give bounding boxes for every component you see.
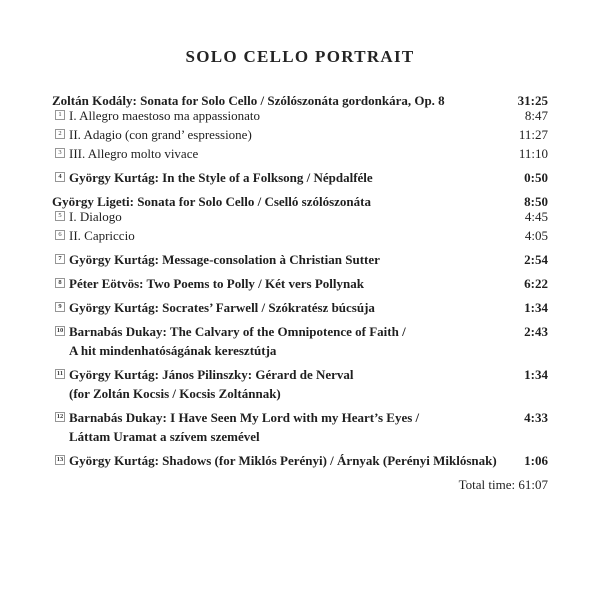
track-row: [52, 106, 548, 125]
track-row: [52, 365, 548, 403]
track-title: [69, 298, 516, 317]
track-number-badge: 6: [55, 230, 65, 240]
track-number-badge: 2: [55, 129, 65, 139]
track-title-line: Barnabás Dukay: I Have Seen My Lord with my Heart’s Eyes /: [69, 410, 420, 425]
track-duration: 8:50: [524, 194, 548, 209]
track-title: [69, 144, 511, 163]
total-time-row: [52, 475, 548, 494]
album-title: SOLO CELLO PORTRAIT: [185, 47, 415, 66]
track-number-badge: 3: [55, 148, 65, 158]
track-title-line: György Kurtág: Message-consolation à Christian Sutter: [69, 252, 380, 267]
track-title-line: Zoltán Kodály: Sonata for Solo Cello / Szólószonáta gordonkára, Op. 8: [52, 93, 445, 108]
track-duration: 8:47: [524, 108, 548, 123]
track-duration: 0:50: [524, 170, 548, 185]
track-row: [52, 207, 548, 226]
track-title-line: György Kurtág: In the Style of a Folksong / Népdalféle: [69, 170, 373, 185]
track-title-line: III. Allegro molto vivace: [69, 146, 199, 161]
track-duration: 1:34: [524, 300, 548, 315]
track-number-badge: 4: [55, 172, 65, 182]
track-duration: 11:10: [518, 146, 548, 161]
tracklist: [52, 91, 548, 494]
track-title-line: Péter Eötvös: Two Poems to Polly / Két vers Pollynak: [69, 276, 364, 291]
track-number-badge: 12: [56, 413, 64, 420]
track-title-line: II. Adagio (con grand’ espressione): [69, 127, 252, 142]
track-title-line: I. Allegro maestoso ma appassionato: [69, 108, 260, 123]
track-title-line: I. Dialogo: [69, 209, 122, 224]
track-row: [52, 451, 548, 470]
total-time-label: Total time:: [458, 477, 516, 492]
track-title: [69, 168, 516, 187]
track-duration: 1:34: [524, 367, 548, 382]
track-number-badge: 8: [55, 278, 65, 288]
track-number-badge: 7: [55, 254, 65, 264]
track-duration: 1:06: [524, 453, 548, 468]
track-duration: 4:05: [524, 228, 548, 243]
track-title-line: A hit mindenhatóságának keresztútja: [69, 343, 277, 358]
track-row: [52, 125, 548, 144]
track-row: [52, 274, 548, 293]
track-title: [69, 274, 516, 293]
track-title-line: II. Capriccio: [69, 228, 135, 243]
track-title: [69, 226, 517, 245]
track-row: [52, 144, 548, 163]
track-row: [52, 322, 548, 360]
track-number-badge: 10: [56, 327, 64, 334]
track-number-badge: 1: [55, 110, 65, 120]
track-duration: 4:33: [524, 410, 548, 425]
track-number-badge: 11: [56, 370, 64, 377]
track-title-line: (for Zoltán Kocsis / Kocsis Zoltánnak): [69, 386, 281, 401]
track-duration: 4:45: [524, 209, 548, 224]
track-row: [52, 226, 548, 245]
track-title-line: Barnabás Dukay: The Calvary of the Omnipotence of Faith /: [69, 324, 406, 339]
track-row: [52, 250, 548, 269]
track-title: [69, 250, 516, 269]
track-title-line: Láttam Uramat a szívem szemével: [69, 429, 260, 444]
total-time-value: 61:07: [518, 477, 548, 492]
track-title: [69, 408, 516, 446]
track-title-line: György Ligeti: Sonata for Solo Cello / Cselló szólószonáta: [52, 194, 371, 209]
track-duration: 6:22: [524, 276, 548, 291]
track-title: [69, 125, 511, 144]
track-title-line: György Kurtág: Socrates’ Farwell / Szókratész búcsúja: [69, 300, 375, 315]
track-title-line: György Kurtág: Shadows (for Miklós Perényi) / Árnyak (Perényi Miklósnak): [69, 453, 497, 468]
track-title-line: György Kurtág: János Pilinszky: Gérard de Nerval: [69, 367, 354, 382]
track-title: [69, 106, 517, 125]
track-title: [69, 207, 517, 226]
track-title: [69, 451, 516, 470]
track-duration: 2:43: [524, 324, 548, 339]
track-row: [52, 298, 548, 317]
track-number-badge: 13: [56, 456, 64, 463]
track-number-badge: 5: [55, 211, 65, 221]
track-title: [69, 322, 516, 360]
track-duration: 2:54: [524, 252, 548, 267]
track-duration: 31:25: [517, 93, 548, 108]
track-title: [69, 365, 516, 403]
track-row: [52, 408, 548, 446]
track-row: [52, 168, 548, 187]
track-number-badge: 9: [55, 302, 65, 312]
track-duration: 11:27: [518, 127, 548, 142]
